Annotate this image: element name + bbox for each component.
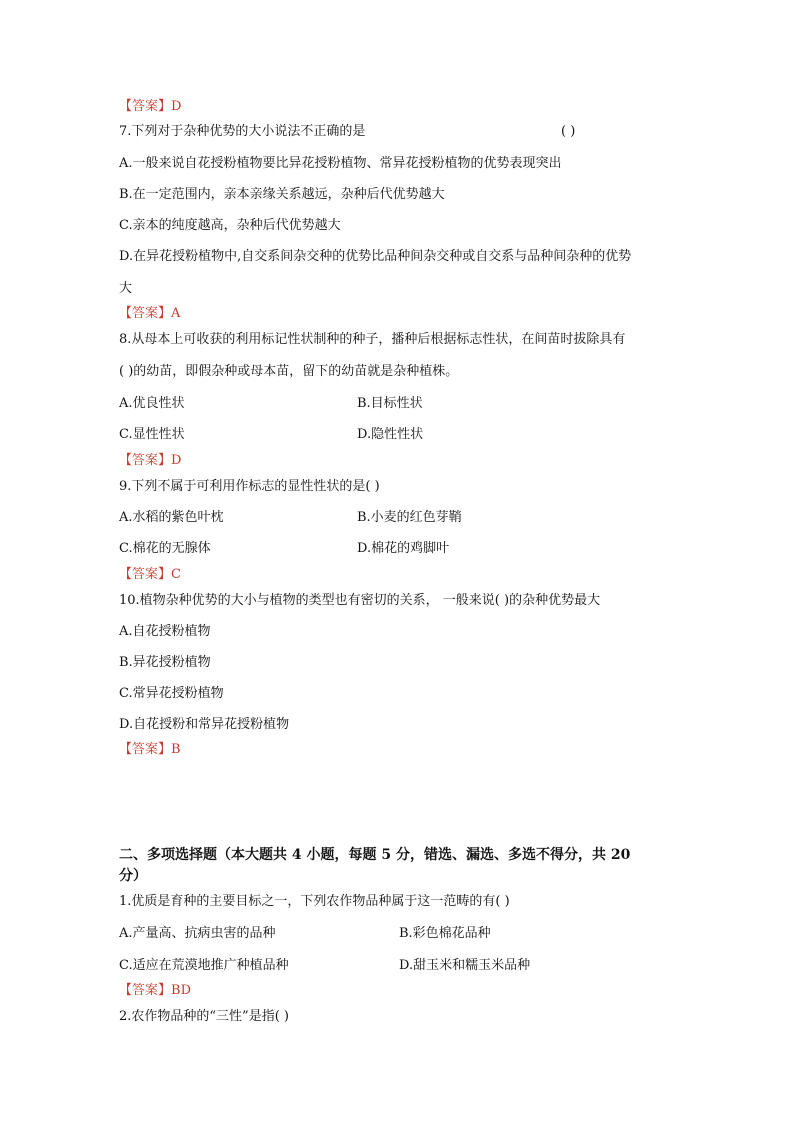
answer-line <box>119 982 191 1000</box>
question-10-stem: 10.植物杂种优势的大小与植物的类型也有密切的关系， 一般来说( )的杂种优势最大 <box>119 593 601 608</box>
answer-line <box>119 741 181 759</box>
answer-value: BD <box>171 983 191 998</box>
m1-option-row-2 <box>119 957 531 975</box>
answer-value: C <box>171 567 181 582</box>
m1-option-b: B.彩色棉花品种 <box>399 926 491 941</box>
m1-option-c: C.适应在荒漠地推广种植品种 <box>119 958 289 973</box>
q7-option-d: D.在异花授粉植物中,自交系间杂交种的优势比品种间杂交种或自交系与品种间杂种的优势 <box>119 249 632 264</box>
question-8-stem: 8.从母本上可收获的利用标记性状制种的种子，播种后根据标志性状，在间苗时拔除具有 <box>119 332 626 347</box>
q9-option-a: A.水稻的紫色叶枕 <box>119 510 224 525</box>
section-2-title-continued: 分） <box>119 868 147 884</box>
answer-label: 【答案】 <box>119 742 172 757</box>
q10-option-a: A.自花授粉植物 <box>119 624 211 639</box>
answer-value: B <box>171 742 181 757</box>
q7-option-a: A.一般来说自花授粉植物要比异花授粉植物、常异花授粉植物的优势表现突出 <box>119 156 562 171</box>
q10-option-b: B.异花授粉植物 <box>119 655 211 670</box>
question-9-stem: 9.下列不属于可利用作标志的显性性状的是( ) <box>119 479 380 494</box>
answer-line <box>119 566 181 584</box>
question-text: 7.下列对于杂种优势的大小说法不正确的是 <box>119 124 366 139</box>
answer-label: 【答案】 <box>119 567 172 582</box>
m1-option-d: D.甜玉米和糯玉米品种 <box>399 958 531 973</box>
q8-option-row-1 <box>119 395 423 413</box>
multi-question-2-stem: 2.农作物品种的“三性”是指( ) <box>119 1009 289 1024</box>
q7-option-d-continued: 大 <box>119 281 133 296</box>
answer-label: 【答案】 <box>119 983 172 998</box>
q10-option-c: C.常异花授粉植物 <box>119 686 224 701</box>
answer-line <box>119 452 181 470</box>
q7-option-b: B.在一定范围内，亲本亲缘关系越远，杂种后代优势越大 <box>119 187 445 202</box>
answer-value: D <box>171 453 182 468</box>
q8-option-c: C.显性性状 <box>119 427 185 442</box>
q8-option-b: B.目标性状 <box>357 396 423 411</box>
question-7-stem <box>119 123 576 141</box>
q10-option-d: D.自花授粉和常异花授粉植物 <box>119 717 290 732</box>
answer-value: A <box>171 306 181 321</box>
answer-line <box>119 98 181 116</box>
q8-option-d: D.隐性性状 <box>357 427 424 442</box>
answer-value: D <box>171 99 182 114</box>
m1-option-row-1 <box>119 925 491 943</box>
answer-label: 【答案】 <box>119 99 172 114</box>
answer-label: 【答案】 <box>119 306 172 321</box>
q9-option-row-1 <box>119 509 462 527</box>
q8-option-a: A.优良性状 <box>119 396 185 411</box>
q9-option-b: B.小麦的红色芽鞘 <box>357 510 462 525</box>
question-8-stem-continued: ( )的幼苗，即假杂种或母本苗，留下的幼苗就是杂种植株。 <box>119 364 459 379</box>
q9-option-d: D.棉花的鸡脚叶 <box>357 541 450 556</box>
section-2-title: 二、多项选择题（本大题共 4 小题，每题 5 分，错选、漏选、多选不得分，共 20 <box>119 847 631 863</box>
answer-paren: ( ) <box>561 124 576 139</box>
multi-question-1-stem: 1.优质是育种的主要目标之一，下列农作物品种属于这一范畴的有( ) <box>119 894 510 909</box>
answer-line <box>119 305 180 323</box>
q9-option-row-2 <box>119 540 450 558</box>
q7-option-c: C.亲本的纯度越高，杂种后代优势越大 <box>119 218 341 233</box>
m1-option-a: A.产量高、抗病虫害的品种 <box>119 926 276 941</box>
q9-option-c: C.棉花的无腺体 <box>119 541 211 556</box>
q8-option-row-2 <box>119 426 424 444</box>
answer-label: 【答案】 <box>119 453 172 468</box>
